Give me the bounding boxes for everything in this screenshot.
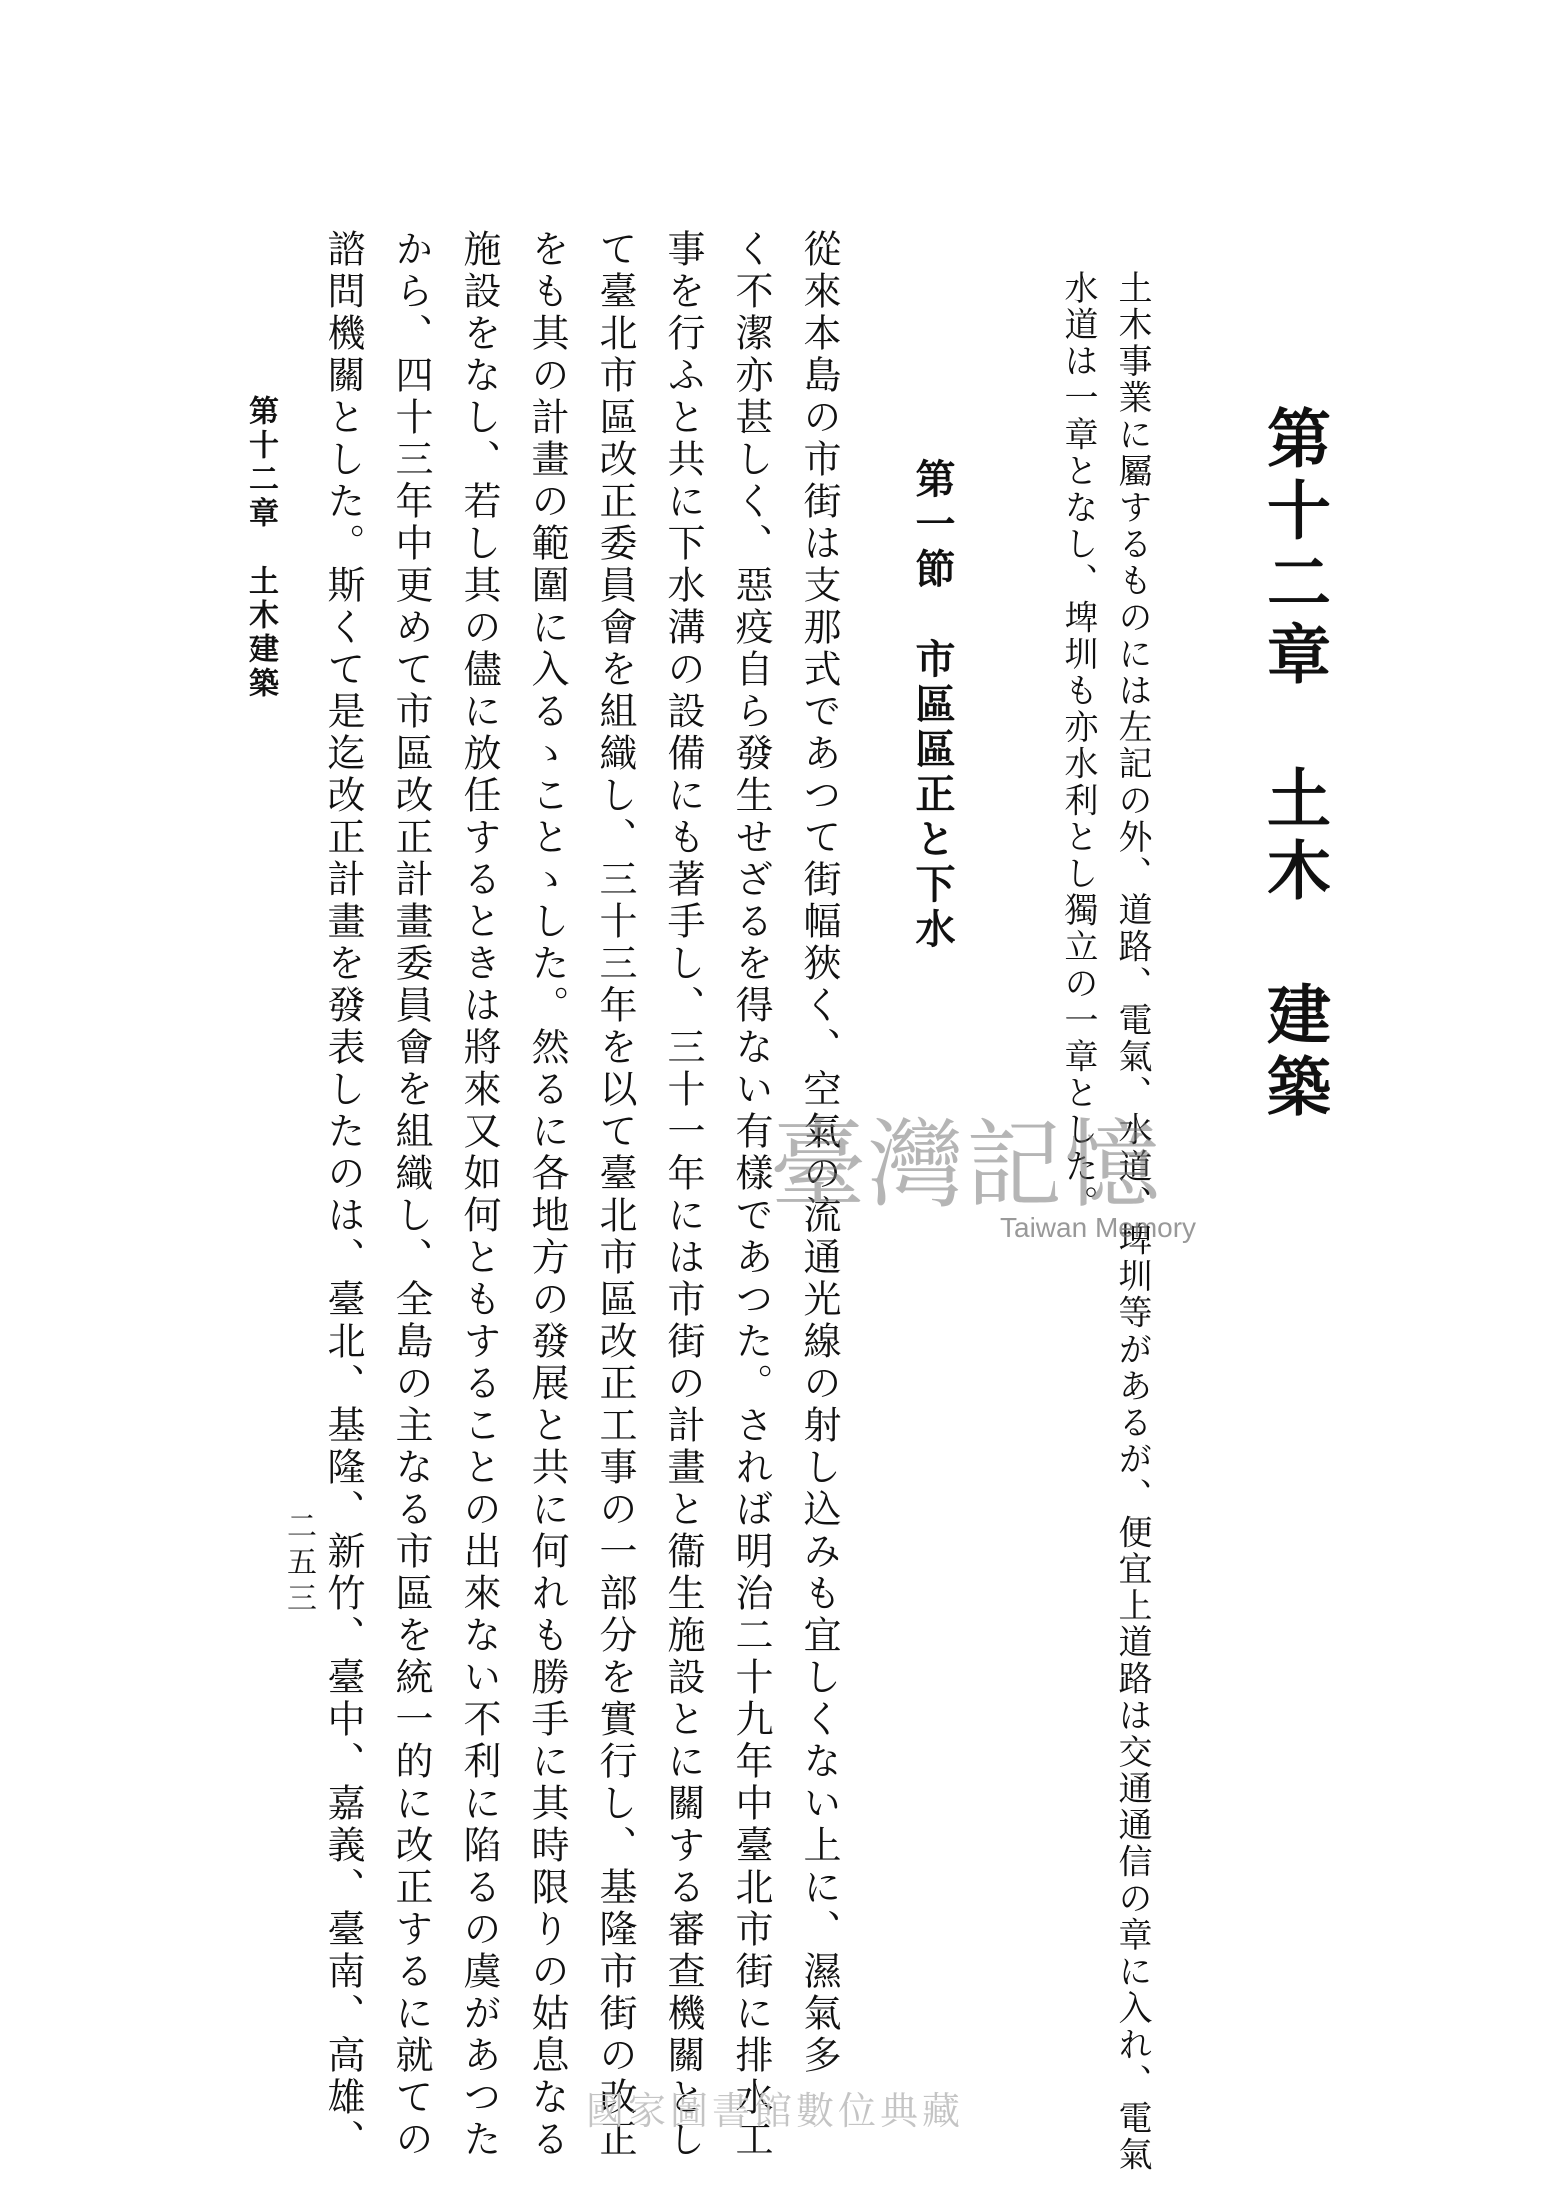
page-number: 二五三 [281, 1510, 316, 1618]
body-line: て臺北市區改正委員會を組織し、三十三年を以て臺北市區改正工事の一部分を實行し、基隆市街の改正 [593, 229, 637, 2161]
body-line: 從來本島の市街は支那式であつて街幅狹く、空氣の流通光線の射し込みも宜しくない上に、濕氣多 [797, 229, 841, 2077]
chapter-title: 第十二章 土木 建築 [1256, 405, 1331, 1125]
body-line: から、四十三年中更めて市區改正計畫委員會を組織し、全島の主なる市區を統一的に改正するに就ての [389, 229, 433, 2161]
body-line: く不潔亦甚しく、惡疫自ら發生せざるを得ない有樣であつた。されば明治二十九年中臺北市街に排水工 [729, 229, 773, 2161]
running-head: 第十二章 土木建築 [243, 395, 278, 701]
intro-line: 土木事業に屬するものには左記の外、道路、電氣、水道、埤圳等があるが、便宜上道路は交通通信の章に入れ、電氣 [1112, 270, 1152, 2174]
footer-credit: 國家圖書館數位典藏 [585, 2089, 964, 2133]
body-line: をも其の計畫の範圍に入るゝことゝした。然るに各地方の發展と共に何れも勝手に其時限りの姑息なる [525, 229, 569, 2161]
section-title: 第一節 市區區正と下水 [909, 458, 956, 953]
watermark-chinese: 臺灣記憶 [770, 1109, 1162, 1221]
body-line: 諮問機關とした。斯くて是迄改正計畫を發表したのは、臺北、基隆、新竹、臺中、嘉義、臺南、高雄、 [321, 229, 365, 2161]
watermark-english: Taiwan Memory [1000, 1212, 1197, 1243]
body-line: 施設をなし、若し其の儘に放任するときは將來又如何ともすることの出來ない不利に陷るの虞があつた [457, 229, 501, 2161]
body-line: 事を行ふと共に下水溝の設備にも著手し、三十一年には市街の計畫と衞生施設とに關する審查機關とし [661, 229, 705, 2161]
intro-line: 水道は一章となし、埤圳も亦水利とし獨立の一章とした。 [1058, 270, 1098, 1222]
watermark [770, 1110, 1250, 1260]
